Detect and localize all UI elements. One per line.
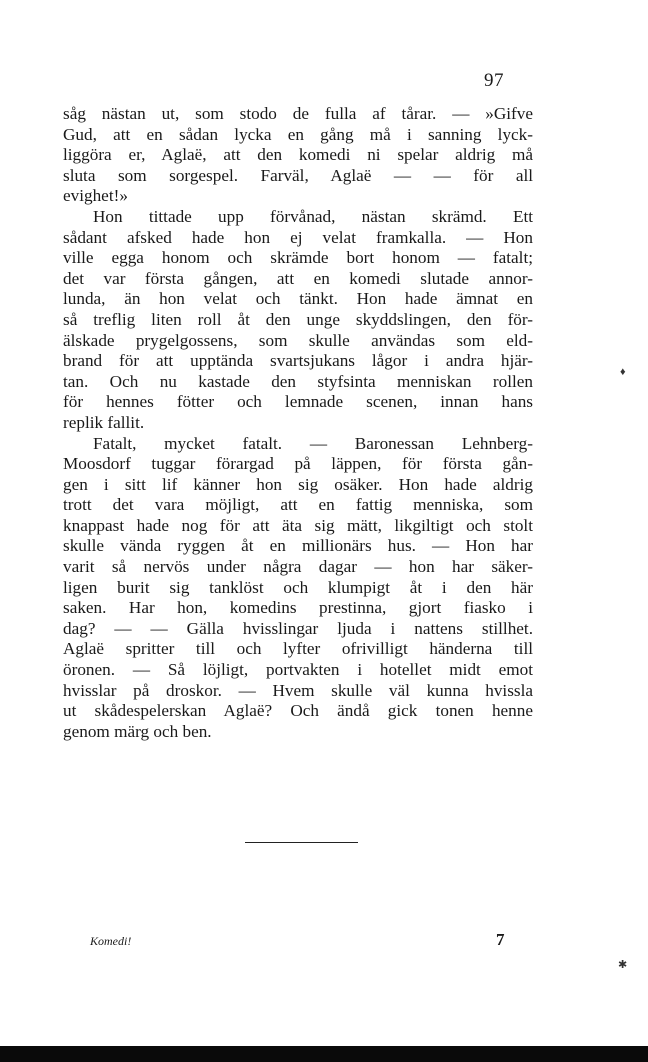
- section-divider: [245, 842, 358, 843]
- text-line: ville egga honom och skrämde bort honom — fatalt;: [63, 248, 533, 268]
- text-line: liggöra er, Aglaë, att den komedi ni spelar aldrig må: [63, 145, 533, 165]
- text-line: lunda, än hon velat och tänkt. Hon hade ämnat en: [63, 289, 533, 309]
- paragraph-start-line: Fatalt, mycket fatalt. — Baronessan Lehnberg-: [93, 433, 533, 453]
- paragraph-start-line: Hon tittade upp förvånad, nästan skrämd. Ett: [93, 206, 533, 226]
- text-line: Gud, att en sådan lycka en gång må i sanning lyck-: [63, 124, 533, 144]
- margin-mark-icon: ♦: [620, 366, 626, 378]
- body-text: [63, 104, 533, 742]
- margin-mark-icon: ✱: [618, 959, 628, 971]
- text-line: såg nästan ut, som stodo de fulla af tårar. — »Gifve: [63, 104, 533, 123]
- text-line: replik fallit.: [63, 412, 145, 432]
- text-line: Aglaë spritter till och lyfter ofrivilligt händerna till: [63, 639, 533, 659]
- text-line: öronen. — Så löjligt, portvakten i hotellet midt emot: [63, 660, 533, 680]
- text-line: sluta som sorgespel. Farväl, Aglaë — — för all: [63, 165, 533, 185]
- text-line: evighet!»: [63, 186, 128, 206]
- scan-edge-band: [0, 1046, 648, 1062]
- text-line: älskade prygelgossens, som skulle användas som eld-: [63, 330, 533, 350]
- page-number: 97: [484, 70, 504, 91]
- text-line: varit så nervös under några dagar — hon har säker-: [63, 557, 533, 577]
- signature-title: Komedi!: [90, 934, 132, 948]
- text-line: Moosdorf tuggar förargad på läppen, för första gån-: [63, 454, 533, 474]
- text-line: hvisslar på droskor. — Hvem skulle väl kunna hvissla: [63, 680, 533, 700]
- text-line: så treflig liten roll åt den unge skyddslingen, den för-: [63, 309, 533, 329]
- text-line: sådant afsked hade hon ej velat framkalla. — Hon: [63, 227, 533, 247]
- text-line: trott det vara möjligt, att en fattig menniska, som: [63, 495, 533, 515]
- text-line: för hennes fötter och lemnade scenen, innan hans: [63, 392, 533, 412]
- text-line: genom märg och ben.: [63, 721, 212, 741]
- text-line: gen i sitt lif känner hon sig osäker. Hon hade aldrig: [63, 474, 533, 494]
- signature-sheet-number: 7: [496, 930, 505, 949]
- text-line: ligen burit sig tanklöst och klumpigt åt i den här: [63, 577, 533, 597]
- text-line: brand för att upptända svartsjukans lågor i andra hjär-: [63, 351, 533, 371]
- text-line: ut skådespelerskan Aglaë? Och ändå gick tonen henne: [63, 701, 533, 721]
- text-line: skulle vända ryggen åt en millionärs hus. — Hon har: [63, 536, 533, 556]
- text-line: det var första gången, att en komedi slutade annor-: [63, 268, 533, 288]
- text-line: saken. Har hon, komedins prestinna, gjort fiasko i: [63, 598, 533, 618]
- text-line: dag? — — Gälla hvisslingar ljuda i nattens stillhet.: [63, 618, 533, 638]
- text-line: knappast hade nog för att äta sig mätt, likgiltigt och stolt: [63, 515, 533, 535]
- text-line: tan. Och nu kastade den styfsinta menniskan rollen: [63, 371, 533, 391]
